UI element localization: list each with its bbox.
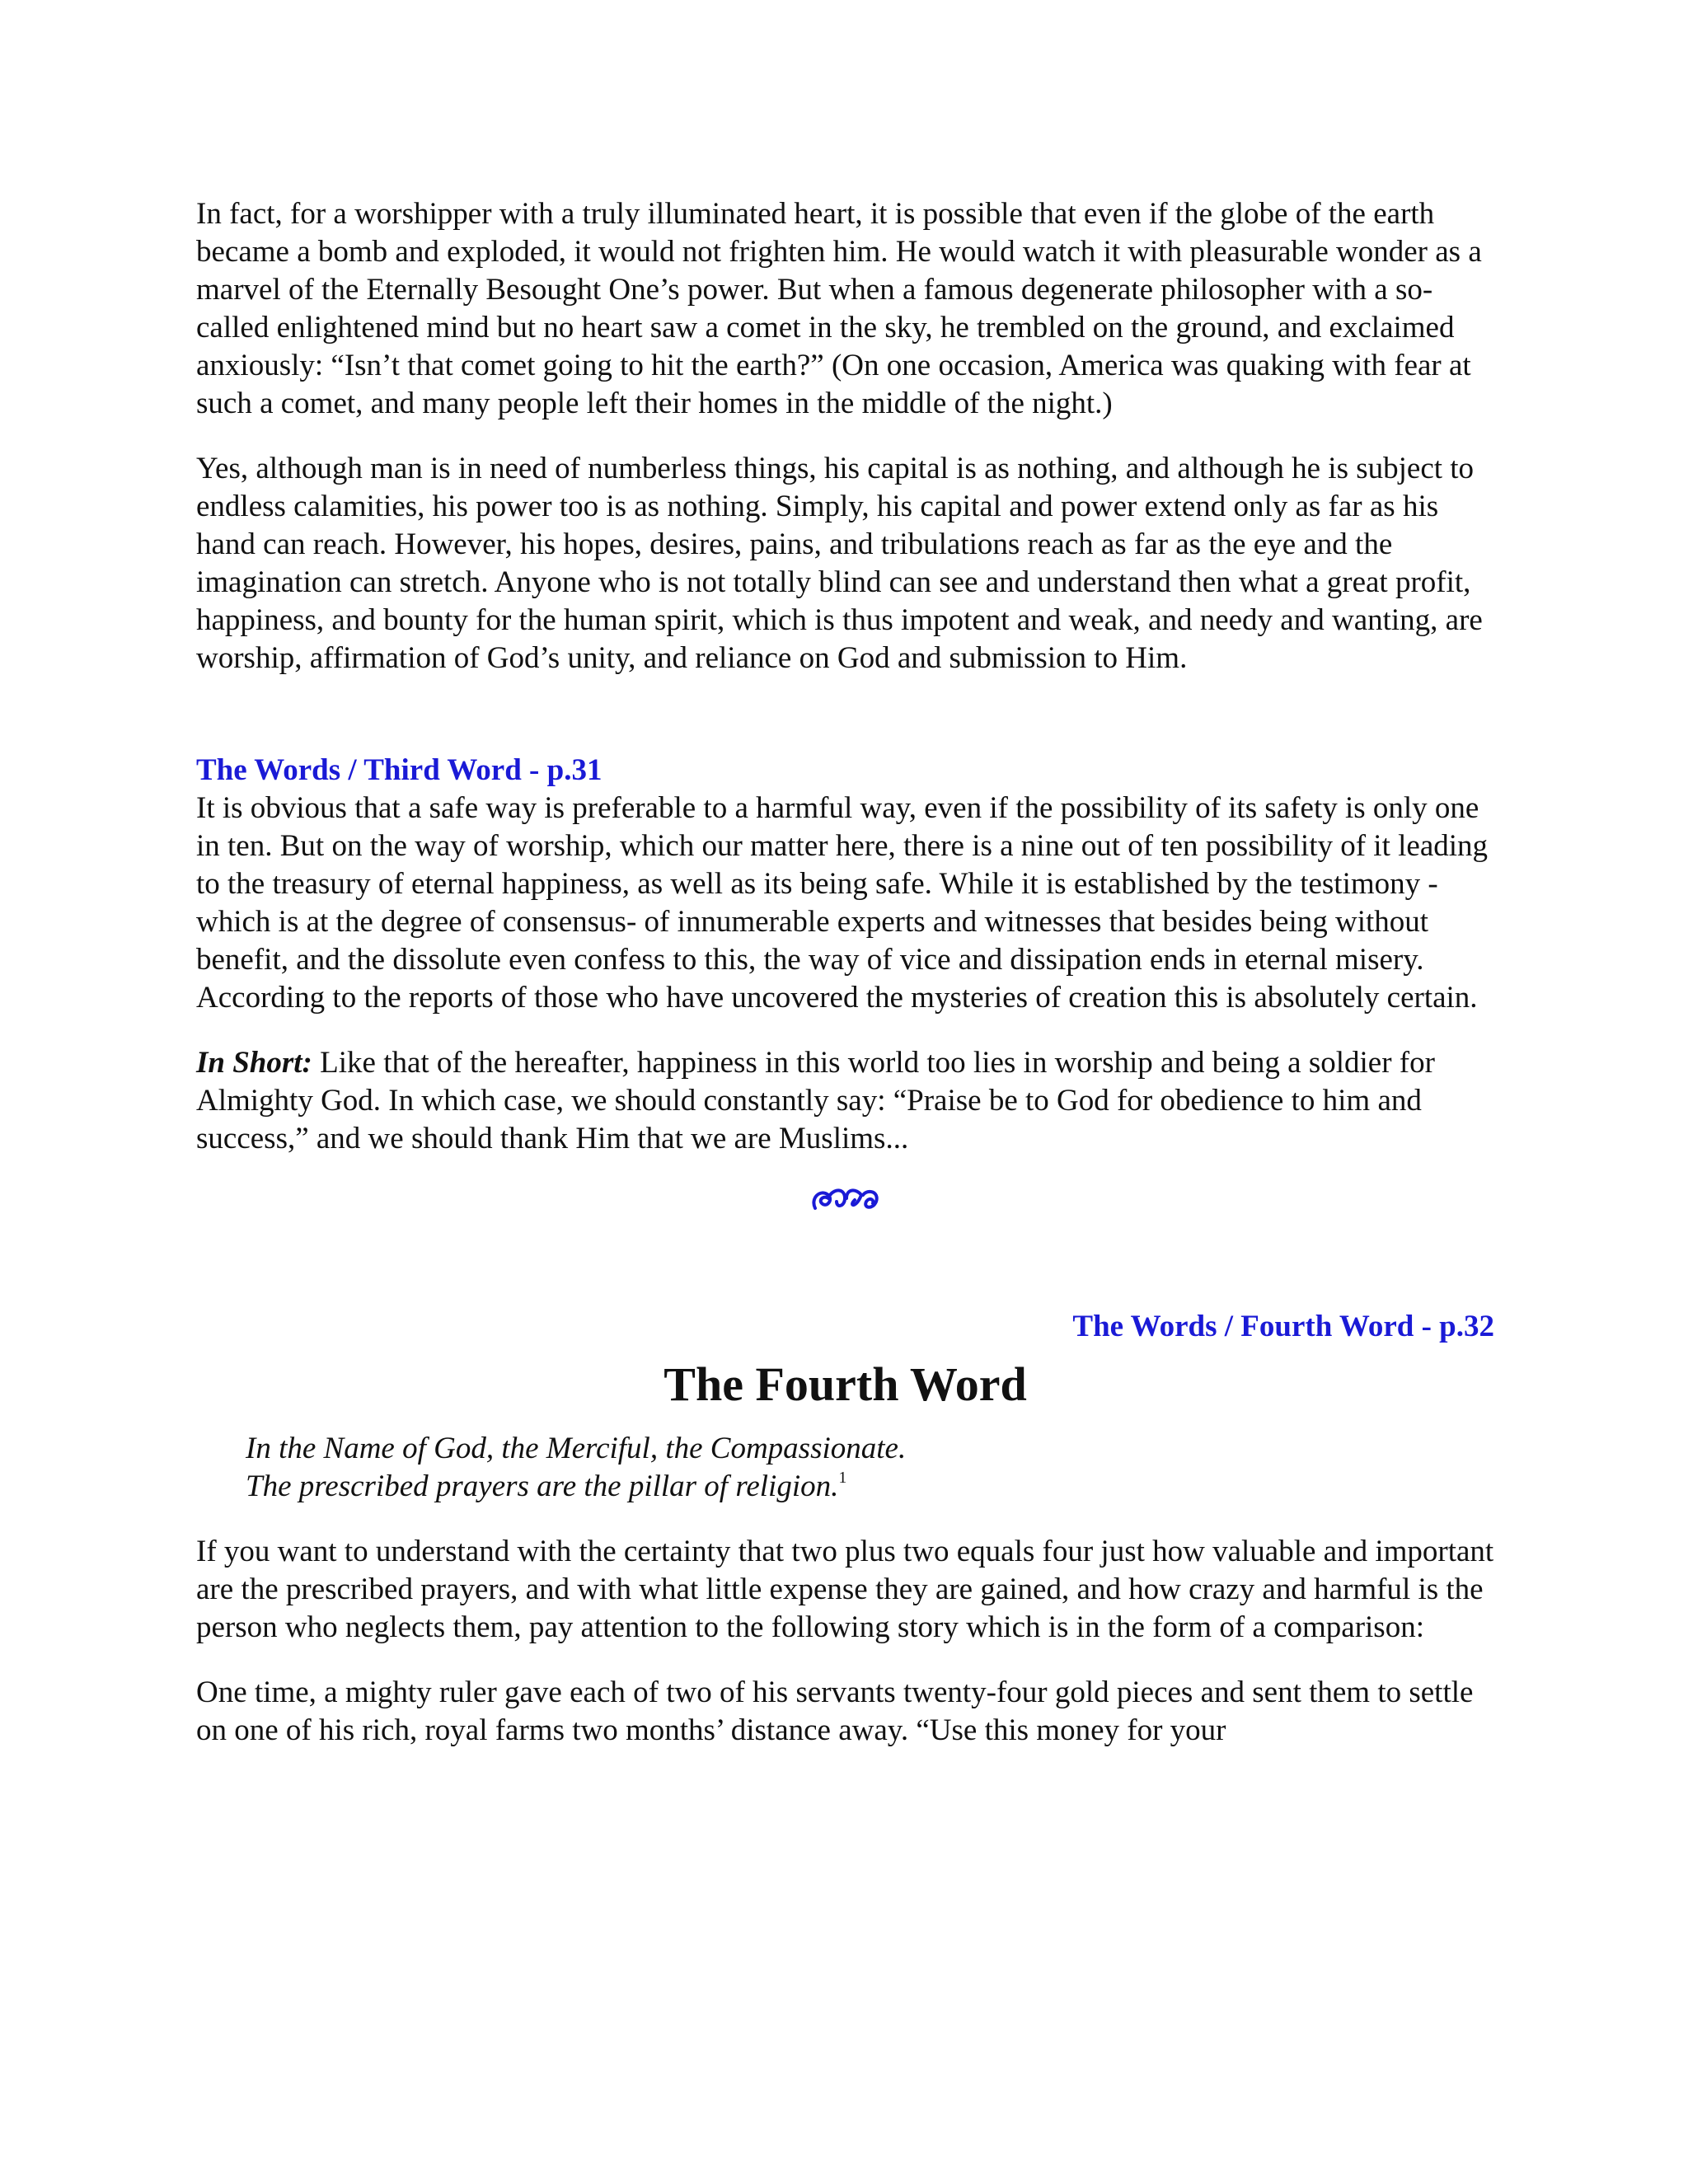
paragraph-illuminated-heart: In fact, for a worshipper with a truly illuminated heart, it is possible that even if the globe of the earth became a bomb and exploded, it would not frighten him. He would watch it with pleasurable wonder as a marvel of the Eternally Besought One’s power. But when a famous degenerate philosopher with a so-called enlightened mind but no heart saw a comet in the sky, he trembled on the ground, and exclaimed anxiously: “Isn’t that comet going to hit the earth?” (On one occasion, America was quaking with fear at such a comet, and many people left their homes in the middle of the night.) [196, 197, 1482, 420]
reference-fourth-word: The Words / Fourth Word - p.32 [1072, 1310, 1494, 1343]
reference-third-word: The Words / Third Word - p.31 [196, 753, 603, 787]
footnote-mark: 1 [838, 1469, 847, 1487]
invocation-block [246, 1430, 1494, 1506]
invocation-basmala: In the Name of God, the Merciful, the Compassionate. [246, 1432, 907, 1465]
paragraph-safe-way: It is obvious that a safe way is preferable to a harmful way, even if the possibility of its safety is only one in ten. But on the way of worship, which our matter here, there is a nine out of ten possibility of it leading to the treasury of eternal happiness, as well as its being safe. While it is established by the testimony -which is at the degree of consensus- of innumerable experts and witnesses that besides being without benefit, and the dissolute even confess to this, the way of vice and dissipation ends in eternal misery. According to the reports of those who have uncovered the mysteries of creation this is absolutely certain. [196, 791, 1489, 1015]
section-divider-ornament [196, 1183, 1494, 1226]
paragraph-prescribed-prayers: If you want to understand with the certainty that two plus two equals four just how valuable and important are the prescribed prayers, and with what little expense they are gained, and how crazy and harmful is the person who neglects them, pay attention to the following story which is in the form of a comparison: [196, 1535, 1494, 1644]
invocation-prayer-text: The prescribed prayers are the pillar of religion. [246, 1469, 839, 1503]
paragraph-in-short [196, 1044, 1494, 1158]
paragraph-mighty-ruler: One time, a mighty ruler gave each of two of his servants twenty-four gold pieces and sent them to settle on one of his rich, royal farms two months’ distance away. “Use this money for your [196, 1675, 1474, 1747]
heading-fourth-word: The Fourth Word [663, 1357, 1027, 1411]
paragraph-capital-and-power: Yes, although man is in need of numberless things, his capital is as nothing, and although he is subject to endless calamities, his power too is as nothing. Simply, his capital and power extend only as far as his hand can reach. However, his hopes, desires, pains, and tribulations reach as far as the eye and the imagination can stretch. Anyone who is not totally blind can see and understand then what a great profit, happiness, and bounty for the human spirit, which is thus impotent and weak, and needy and wanting, are worship, affirmation of God’s unity, and reliance on God and submission to Him. [196, 452, 1483, 675]
in-short-lead: In Short: [196, 1046, 312, 1080]
ornament-flourish-icon [809, 1183, 883, 1216]
page-content [196, 195, 1494, 1777]
invocation-prayer-pillar [246, 1468, 1494, 1506]
in-short-body: Like that of the hereafter, happiness in this world too lies in worship and being a soldier for Almighty God. In which case, we should constantly say: “Praise be to God for obedience to him and success,” and we should thank Him that we are Muslims... [196, 1046, 1435, 1155]
